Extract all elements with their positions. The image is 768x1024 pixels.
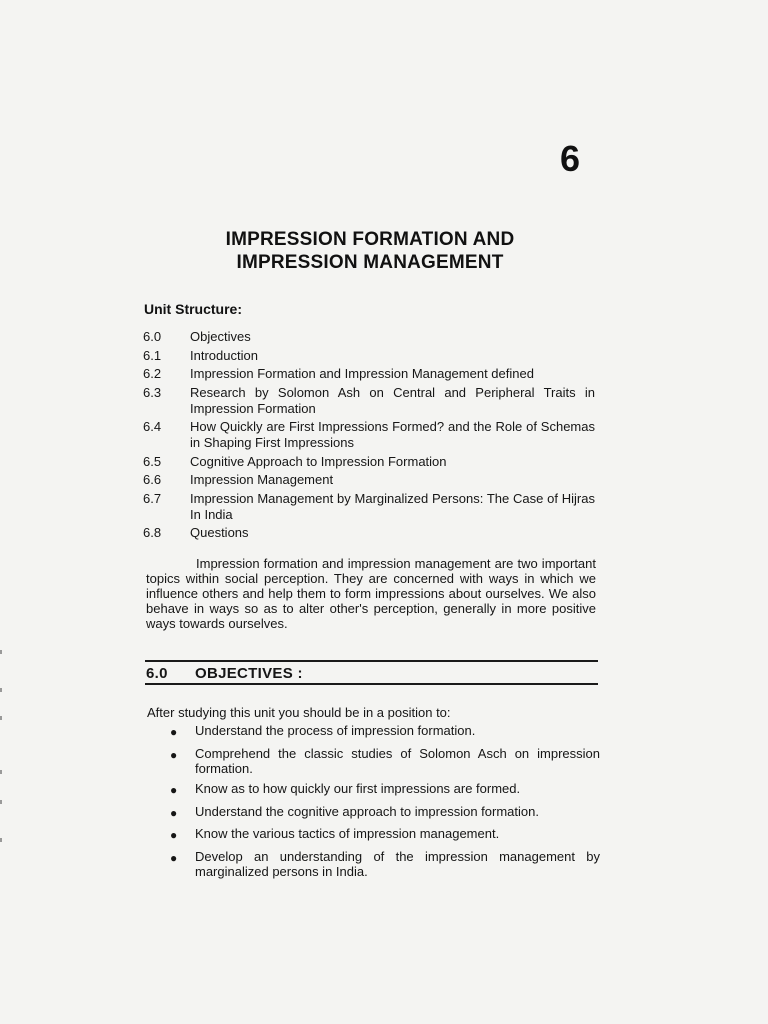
bullet-icon: ● xyxy=(170,747,178,762)
bullet-icon: ● xyxy=(170,783,178,797)
objective-text: Develop an understanding of the impression management by marginalized persons in India. xyxy=(195,848,600,879)
toc-item xyxy=(143,385,595,417)
objective-item xyxy=(170,781,600,798)
toc-item-number: 6.4 xyxy=(143,419,162,434)
objective-item xyxy=(170,746,600,776)
chapter-title-line-2: IMPRESSION MANAGEMENT xyxy=(236,252,504,273)
objective-item xyxy=(170,849,600,879)
toc-item-number: 6.5 xyxy=(143,453,162,469)
objectives-heading xyxy=(146,665,303,682)
section-rule-top xyxy=(145,660,598,662)
objectives-intro: After studying this unit you should be in a position to: xyxy=(147,705,451,720)
toc-item-number: 6.2 xyxy=(143,366,162,381)
toc-item-title: Impression Formation and Impression Management defined xyxy=(190,366,534,381)
bullet-icon: ● xyxy=(170,725,178,739)
toc-item-title: Questions xyxy=(190,525,249,540)
objectives-section-number: 6.0 xyxy=(146,665,168,682)
chapter-title xyxy=(150,228,590,274)
objective-item xyxy=(170,723,600,740)
toc-item-number: 6.8 xyxy=(143,525,162,540)
objective-text: Know the various tactics of impression management. xyxy=(195,826,500,841)
toc-item-title: Impression Management xyxy=(190,472,334,487)
toc-item xyxy=(143,491,595,523)
section-rule-bottom xyxy=(145,683,598,685)
unit-structure-list xyxy=(143,329,595,544)
toc-item-title: Research by Solomon Ash on Central and Peripheral Traits in Impression Formation xyxy=(190,384,595,416)
page-edge-marks xyxy=(0,650,4,870)
bullet-icon: ● xyxy=(170,850,178,865)
toc-item xyxy=(143,366,595,382)
toc-item-number: 6.0 xyxy=(143,329,162,344)
chapter-title-line-1: IMPRESSION FORMATION AND xyxy=(225,229,515,250)
toc-item-number: 6.6 xyxy=(143,472,162,487)
objectives-list xyxy=(170,723,600,884)
toc-item xyxy=(143,454,595,470)
toc-item-number: 6.3 xyxy=(143,384,162,400)
toc-item xyxy=(143,525,595,541)
toc-item xyxy=(143,329,595,345)
toc-item-title: How Quickly are First Impressions Formed? and the Role of Schemas in Shaping First Impressions xyxy=(190,419,595,450)
toc-item xyxy=(143,348,595,364)
toc-item-number: 6.7 xyxy=(143,490,162,506)
toc-item xyxy=(143,472,595,488)
objective-item xyxy=(170,804,600,821)
toc-item-title: Cognitive Approach to Impression Formation xyxy=(190,453,447,469)
bullet-icon: ● xyxy=(170,805,178,820)
objectives-section-title: OBJECTIVES : xyxy=(195,665,303,682)
toc-item-number: 6.1 xyxy=(143,347,162,363)
unit-structure-heading: Unit Structure: xyxy=(144,301,242,317)
objective-item xyxy=(170,826,600,843)
objective-text: Comprehend the classic studies of Solomon Asch on impression formation. xyxy=(195,745,600,776)
objective-text: Know as to how quickly our first impressions are formed. xyxy=(195,781,521,796)
objective-text: Understand the process of impression formation. xyxy=(195,723,476,738)
toc-item-title: Objectives xyxy=(190,329,251,344)
bullet-icon: ● xyxy=(170,828,178,842)
intro-paragraph: Impression formation and impression management are two important topics within social perception. They are concerned with ways in which we influence others and help them to form impressions about ourselves. We also behave in ways so as to alter other's perception, generally in more positive ways towards ourselves. xyxy=(146,556,596,631)
toc-item-title: Introduction xyxy=(190,347,258,363)
chapter-number: 6 xyxy=(560,138,581,179)
toc-item xyxy=(143,419,595,451)
toc-item-title: Impression Management by Marginalized Persons: The Case of Hijras In India xyxy=(190,490,595,522)
objective-text: Understand the cognitive approach to impression formation. xyxy=(195,803,539,819)
